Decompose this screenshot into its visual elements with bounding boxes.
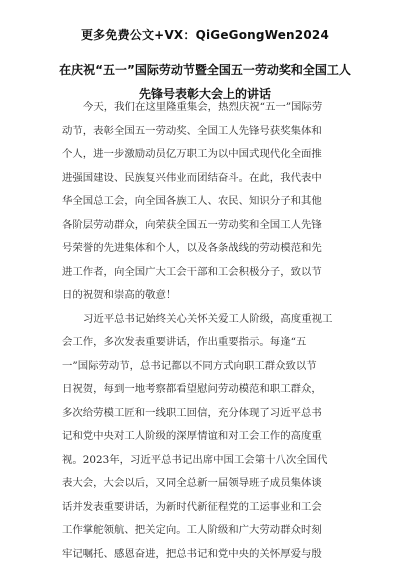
paragraph-line: 日祝贺，每到一地考察都看望慰问劳动模范和职工群众，: [62, 383, 322, 395]
promo-header: 更多免费公文+VX：QiGeGongWen2024: [80, 28, 329, 42]
paragraph-line: 记和党中央对工人阶级的深厚情谊和对工会工作的高度重: [62, 430, 322, 442]
paragraph-line: 各阶层劳动群众，向荣获全国五一劳动奖和全国工人先锋: [62, 218, 322, 231]
paragraph: [62, 308, 352, 567]
paragraph-line: 视。2023年，习近平总书记出席中国工会第十八次全国代: [62, 453, 328, 466]
paragraph-line: 个人，进一步激励动员亿万职工为以中国式现代化全面推: [62, 148, 322, 160]
paragraph-line: 多次给劳模工匠和一线职工回信，充分体现了习近平总书: [62, 406, 322, 419]
paragraph-line: 表大会，大会以后，又同全总新一届领导班子成员集体谈: [62, 477, 322, 489]
paragraph-line: 今天，我们在这里隆重集会，热烈庆祝“五一”国际劳: [83, 101, 323, 113]
paragraph-line: 牢记嘱托、感恩奋进，把总书记和党中央的关怀厚爱与殷: [62, 547, 322, 560]
title-line: 在庆祝“五一”国际劳动节暨全国五一劳动奖和全国工人: [59, 63, 351, 77]
title-line: 先锋号表彰大会上的讲话: [138, 87, 271, 101]
document-body: [62, 96, 352, 566]
paragraph-line: 习近平总书记始终关心关怀关爱工人阶级，高度重视工: [83, 312, 333, 325]
paragraph-line: 会工作，多次发表重要讲话，作出重要指示。每逢“五: [62, 336, 307, 348]
paragraph-line: 华全国总工会，向全国各族工人、农民、知识分子和其他: [62, 195, 322, 207]
paragraph-line: 号荣誉的先进集体和个人，以及各条战线的劳动模范和先: [62, 242, 322, 254]
paragraph-line: 进强国建设、民族复兴伟业而团结奋斗。在此，我代表中: [62, 171, 322, 184]
paragraph-line: 工作掌舵领航、把关定向。工人阶级和广大劳动群众时刻: [62, 524, 322, 536]
paragraph: [62, 96, 352, 308]
paragraph-line: 日的祝贺和崇高的敬意！: [62, 289, 177, 301]
paragraph-line: 话并发表重要讲话，为新时代新征程党的工运事业和工会: [62, 500, 322, 513]
paragraph-line: 动节，表彰全国五一劳动奖、全国工人先锋号获奖集体和: [62, 124, 322, 137]
paragraph-line: 一”国际劳动节，总书记都以不同方式向职工群众致以节: [62, 359, 317, 372]
paragraph-line: 进工作者，向全国广大工会干部和工会积极分子，致以节: [62, 265, 322, 278]
